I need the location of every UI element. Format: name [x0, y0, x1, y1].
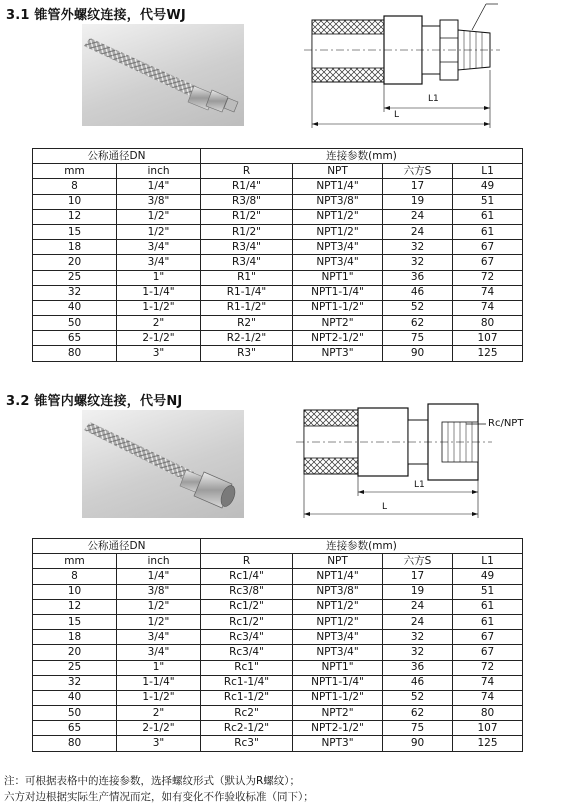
table-row [33, 614, 523, 629]
cell-hex-s: 19 [383, 194, 453, 209]
product-photo-nj [82, 410, 244, 518]
cell-hex-s: 32 [383, 630, 453, 645]
cell-mm: 65 [33, 331, 117, 346]
spec-table-nj [32, 538, 523, 752]
table-row [33, 194, 523, 209]
cell-mm: 15 [33, 224, 117, 239]
cell-inch: 3/4" [117, 240, 201, 255]
table-column-header [33, 554, 523, 569]
cell-l1: 49 [453, 569, 523, 584]
cell-l1: 61 [453, 209, 523, 224]
cell-inch: 3/8" [117, 584, 201, 599]
cell-r: Rc1-1/2" [201, 690, 293, 705]
cell-inch: 1/2" [117, 599, 201, 614]
table-row [33, 300, 523, 315]
cell-inch: 1/2" [117, 209, 201, 224]
braided-hose-female-fitting-image [82, 410, 244, 518]
cell-r: R3/4" [201, 255, 293, 270]
section-heading-nj: 3.2 锥管内螺纹连接，代号NJ [6, 394, 183, 409]
cell-mm: 32 [33, 285, 117, 300]
cell-mm: 18 [33, 240, 117, 255]
cell-l1: 61 [453, 599, 523, 614]
cell-mm: 40 [33, 300, 117, 315]
column-header-mm: mm [33, 164, 117, 179]
cell-hex-s: 90 [383, 346, 453, 361]
cell-npt: NPT3/8" [293, 194, 383, 209]
cell-mm: 25 [33, 660, 117, 675]
cell-r: R1/2" [201, 224, 293, 239]
column-header-inch: inch [117, 164, 201, 179]
cell-inch: 1-1/2" [117, 300, 201, 315]
table-row [33, 240, 523, 255]
cell-l1: 61 [453, 614, 523, 629]
cell-hex-s: 90 [383, 736, 453, 751]
cell-r: R3/4" [201, 240, 293, 255]
cell-r: Rc1" [201, 660, 293, 675]
footnotes [4, 773, 314, 805]
cell-hex-s: 32 [383, 255, 453, 270]
cell-inch: 1/4" [117, 569, 201, 584]
table-row [33, 285, 523, 300]
cell-inch: 3" [117, 736, 201, 751]
table-row [33, 270, 523, 285]
cell-l1: 107 [453, 721, 523, 736]
cell-hex-s: 46 [383, 285, 453, 300]
cell-mm: 8 [33, 569, 117, 584]
cell-r: R3" [201, 346, 293, 361]
cell-hex-s: 52 [383, 300, 453, 315]
cell-l1: 51 [453, 584, 523, 599]
cell-hex-s: 62 [383, 316, 453, 331]
cell-mm: 25 [33, 270, 117, 285]
cell-l1: 74 [453, 300, 523, 315]
cell-hex-s: 36 [383, 660, 453, 675]
column-header-npt: NPT [293, 554, 383, 569]
cell-npt: NPT1-1/2" [293, 690, 383, 705]
cell-mm: 50 [33, 706, 117, 721]
cell-r: Rc2" [201, 706, 293, 721]
cell-r: R1/2" [201, 209, 293, 224]
cell-l1: 80 [453, 316, 523, 331]
cell-npt: NPT1/2" [293, 614, 383, 629]
table-column-header [33, 164, 523, 179]
cell-l1: 67 [453, 645, 523, 660]
table-row [33, 599, 523, 614]
cell-l1: 67 [453, 630, 523, 645]
cell-mm: 80 [33, 346, 117, 361]
cell-inch: 3/8" [117, 194, 201, 209]
cell-npt: NPT3" [293, 736, 383, 751]
cell-npt: NPT1" [293, 270, 383, 285]
cell-l1: 125 [453, 736, 523, 751]
cell-mm: 65 [33, 721, 117, 736]
cell-hex-s: 17 [383, 569, 453, 584]
cell-npt: NPT3/4" [293, 240, 383, 255]
cell-inch: 1-1/4" [117, 675, 201, 690]
cell-npt: NPT1/4" [293, 179, 383, 194]
cell-inch: 1/4" [117, 179, 201, 194]
cell-hex-s: 75 [383, 721, 453, 736]
cell-r: R2-1/2" [201, 331, 293, 346]
cell-npt: NPT1-1/4" [293, 285, 383, 300]
cell-mm: 20 [33, 645, 117, 660]
column-header-l1: L1 [453, 554, 523, 569]
table-group-header [33, 539, 523, 554]
column-header-hex-s: 六方S [383, 554, 453, 569]
cell-npt: NPT2" [293, 706, 383, 721]
cell-l1: 74 [453, 285, 523, 300]
cell-npt: NPT1/2" [293, 209, 383, 224]
cell-inch: 1" [117, 270, 201, 285]
table-row [33, 690, 523, 705]
cell-hex-s: 24 [383, 614, 453, 629]
cell-npt: NPT2-1/2" [293, 721, 383, 736]
cell-r: Rc1/4" [201, 569, 293, 584]
cell-npt: NPT1-1/2" [293, 300, 383, 315]
cell-mm: 40 [33, 690, 117, 705]
cell-mm: 15 [33, 614, 117, 629]
column-header-npt: NPT [293, 164, 383, 179]
cell-hex-s: 36 [383, 270, 453, 285]
cell-hex-s: 52 [383, 690, 453, 705]
cell-mm: 20 [33, 255, 117, 270]
cell-l1: 72 [453, 660, 523, 675]
cell-r: R1" [201, 270, 293, 285]
product-photo-wj [82, 24, 244, 126]
cell-hex-s: 24 [383, 599, 453, 614]
cell-r: Rc1/2" [201, 599, 293, 614]
table-row [33, 179, 523, 194]
cell-r: R1-1/4" [201, 285, 293, 300]
group-header-connection-params: 连接参数(mm) [201, 539, 523, 554]
table-row [33, 675, 523, 690]
column-header-r: R [201, 164, 293, 179]
cell-hex-s: 19 [383, 584, 453, 599]
table-row [33, 346, 523, 361]
dimension-l-label-nj: L [382, 502, 388, 512]
cross-section-diagram-wj [300, 0, 562, 140]
cross-section-diagram-nj [296, 396, 562, 526]
cell-hex-s: 24 [383, 209, 453, 224]
table-row [33, 224, 523, 239]
cell-npt: NPT3/4" [293, 645, 383, 660]
column-header-inch: inch [117, 554, 201, 569]
thread-type-label-wj [486, 0, 516, 1]
braided-hose-male-fitting-image [82, 24, 244, 126]
cell-npt: NPT1/2" [293, 224, 383, 239]
cell-r: Rc3/4" [201, 645, 293, 660]
cell-npt: NPT1" [293, 660, 383, 675]
cell-inch: 2" [117, 706, 201, 721]
table-row [33, 721, 523, 736]
cell-npt: NPT2-1/2" [293, 331, 383, 346]
technical-drawing-nj [296, 396, 562, 526]
cell-r: Rc3/8" [201, 584, 293, 599]
cell-l1: 74 [453, 690, 523, 705]
cell-r: Rc1/2" [201, 614, 293, 629]
cell-l1: 61 [453, 224, 523, 239]
dimension-l-label-wj: L [394, 110, 400, 120]
cell-mm: 10 [33, 194, 117, 209]
cell-npt: NPT3/4" [293, 255, 383, 270]
cell-r: R1/4" [201, 179, 293, 194]
cell-mm: 80 [33, 736, 117, 751]
cell-inch: 1/2" [117, 224, 201, 239]
cell-npt: NPT3/8" [293, 584, 383, 599]
cell-r: R3/8" [201, 194, 293, 209]
cell-hex-s: 62 [383, 706, 453, 721]
cell-l1: 74 [453, 675, 523, 690]
footnote-hex-tolerance: 六方对边根据实际生产情况而定，如有变化不作验收标准（同下）； [4, 791, 314, 803]
cell-hex-s: 32 [383, 240, 453, 255]
table-row [33, 706, 523, 721]
column-header-hex-s: 六方S [383, 164, 453, 179]
cell-r: Rc2-1/2" [201, 721, 293, 736]
table-row [33, 209, 523, 224]
spec-table-wj [32, 148, 523, 362]
cell-npt: NPT1/2" [293, 599, 383, 614]
cell-r: Rc1-1/4" [201, 675, 293, 690]
cell-r: R2" [201, 316, 293, 331]
cell-hex-s: 46 [383, 675, 453, 690]
table-row [33, 255, 523, 270]
group-header-connection-params: 连接参数(mm) [201, 149, 523, 164]
cell-l1: 51 [453, 194, 523, 209]
cell-inch: 3/4" [117, 255, 201, 270]
technical-drawing-wj [300, 0, 562, 140]
column-header-r: R [201, 554, 293, 569]
cell-npt: NPT1/4" [293, 569, 383, 584]
cell-r: R1-1/2" [201, 300, 293, 315]
cell-r: Rc3" [201, 736, 293, 751]
cell-mm: 10 [33, 584, 117, 599]
cell-mm: 8 [33, 179, 117, 194]
table-row [33, 569, 523, 584]
cell-l1: 125 [453, 346, 523, 361]
column-header-l1: L1 [453, 164, 523, 179]
cell-hex-s: 75 [383, 331, 453, 346]
cell-l1: 72 [453, 270, 523, 285]
cell-l1: 80 [453, 706, 523, 721]
column-header-mm: mm [33, 554, 117, 569]
cell-npt: NPT3/4" [293, 630, 383, 645]
cell-inch: 2-1/2" [117, 721, 201, 736]
table-row [33, 660, 523, 675]
table-group-header [33, 149, 523, 164]
footnote-thread-selection: 注：可根据表格中的连接参数，选择螺纹形式（默认为R螺纹）； [4, 775, 301, 787]
cell-hex-s: 17 [383, 179, 453, 194]
cell-mm: 50 [33, 316, 117, 331]
cell-l1: 49 [453, 179, 523, 194]
table-row [33, 645, 523, 660]
cell-l1: 67 [453, 240, 523, 255]
cell-l1: 67 [453, 255, 523, 270]
cell-mm: 32 [33, 675, 117, 690]
cell-npt: NPT1-1/4" [293, 675, 383, 690]
table-row [33, 736, 523, 751]
cell-npt: NPT2" [293, 316, 383, 331]
cell-inch: 1/2" [117, 614, 201, 629]
dimension-l1-label-nj: L1 [414, 480, 425, 490]
table-row [33, 331, 523, 346]
cell-hex-s: 24 [383, 224, 453, 239]
cell-hex-s: 32 [383, 645, 453, 660]
cell-inch: 1-1/2" [117, 690, 201, 705]
table-row [33, 630, 523, 645]
cell-inch: 2" [117, 316, 201, 331]
cell-inch: 3" [117, 346, 201, 361]
section-heading-wj: 3.1 锥管外螺纹连接，代号WJ [6, 8, 186, 23]
cell-inch: 3/4" [117, 630, 201, 645]
group-header-nominal-diameter: 公称通径DN [33, 539, 201, 554]
dimension-l1-label-wj: L1 [428, 94, 439, 104]
thread-type-label-nj: Rc/NPT [488, 418, 524, 429]
cell-inch: 2-1/2" [117, 331, 201, 346]
cell-inch: 3/4" [117, 645, 201, 660]
cell-r: Rc3/4" [201, 630, 293, 645]
cell-mm: 18 [33, 630, 117, 645]
cell-npt: NPT3" [293, 346, 383, 361]
cell-inch: 1" [117, 660, 201, 675]
table-row [33, 584, 523, 599]
cell-mm: 12 [33, 209, 117, 224]
table-row [33, 316, 523, 331]
cell-inch: 1-1/4" [117, 285, 201, 300]
cell-l1: 107 [453, 331, 523, 346]
cell-mm: 12 [33, 599, 117, 614]
group-header-nominal-diameter: 公称通径DN [33, 149, 201, 164]
